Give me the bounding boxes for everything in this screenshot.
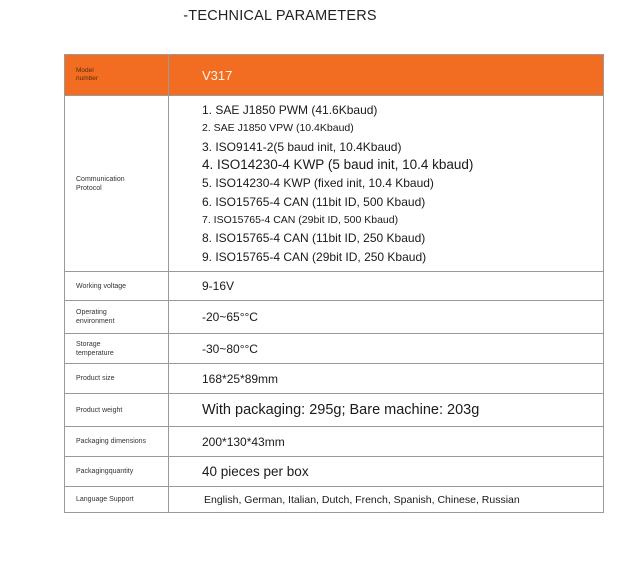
storage-temperature-label-line1: Storage [76, 340, 101, 348]
page-title: -TECHNICAL PARAMETERS [183, 8, 377, 24]
storage-temperature-label-line2: temperature [76, 349, 114, 357]
protocol-item: 9. ISO15765-4 CAN (29bit ID, 250 Kbaud) [202, 249, 427, 264]
technical-parameters-table [64, 54, 604, 513]
protocol-item: 2. SAE J1850 VPW (10.4Kbaud) [202, 122, 354, 135]
working-voltage-row [65, 272, 604, 301]
working-voltage-label: Working voltage [65, 272, 169, 301]
protocol-item: 7. ISO15765-4 CAN (29bit ID, 500 Kbaud) [202, 213, 399, 226]
protocol-item: 6. ISO15765-4 CAN (11bit ID, 500 Kbaud) [202, 194, 426, 209]
model-number-label-line1: Model [76, 67, 94, 74]
protocol-item: 1. SAE J1850 PWM (41.6Kbaud) [202, 103, 378, 118]
product-size-value: 168*25*89mm [169, 364, 604, 394]
protocol-list [202, 101, 603, 266]
operating-environment-label [65, 301, 169, 334]
model-number-row [65, 55, 604, 96]
product-size-row [65, 364, 604, 394]
protocol-item: 5. ISO14230-4 KWP (fixed init, 10.4 Kbaud) [202, 176, 434, 191]
model-number-label-line2: number [76, 75, 99, 82]
packaging-quantity-value: 40 pieces per box [169, 457, 604, 487]
packaging-dimensions-row [65, 427, 604, 457]
product-weight-label: Product weight [65, 394, 169, 427]
language-support-label: Language Support [65, 487, 169, 513]
working-voltage-value: 9-16V [169, 272, 604, 301]
storage-temperature-label [65, 334, 169, 364]
communication-protocol-value [169, 96, 604, 272]
product-weight-row [65, 394, 604, 427]
packaging-dimensions-label: Packaging dimensions [65, 427, 169, 457]
packaging-quantity-label: Packagingquantity [65, 457, 169, 487]
storage-temperature-row [65, 334, 604, 364]
language-support-value: English, German, Italian, Dutch, French, Spanish, Chinese, Russian [169, 487, 604, 513]
model-number-value: V317 [169, 55, 604, 96]
protocol-item: 8. ISO15765-4 CAN (11bit ID, 250 Kbaud) [202, 231, 426, 246]
operating-environment-label-line2: environment [76, 318, 115, 325]
operating-environment-row [65, 301, 604, 334]
operating-environment-value: -20~65°°C [169, 301, 604, 334]
model-number-label [65, 55, 169, 96]
communication-protocol-label-line2: Protocol [76, 184, 102, 192]
language-support-row [65, 487, 604, 513]
packaging-dimensions-value: 200*130*43mm [169, 427, 604, 457]
communication-protocol-label [65, 96, 169, 272]
product-size-label: Product size [65, 364, 169, 394]
operating-environment-label-line1: Operating [76, 309, 107, 316]
product-weight-value: With packaging: 295g; Bare machine: 203g [169, 394, 604, 427]
communication-protocol-row [65, 96, 604, 272]
communication-protocol-label-line1: Communication [76, 175, 125, 183]
protocol-item: 3. ISO9141-2(5 baud init, 10.4Kbaud) [202, 139, 402, 154]
packaging-quantity-row [65, 457, 604, 487]
protocol-item: 4. ISO14230-4 KWP (5 baud init, 10.4 kbaud) [202, 157, 474, 173]
storage-temperature-value: -30~80°°C [169, 334, 604, 364]
